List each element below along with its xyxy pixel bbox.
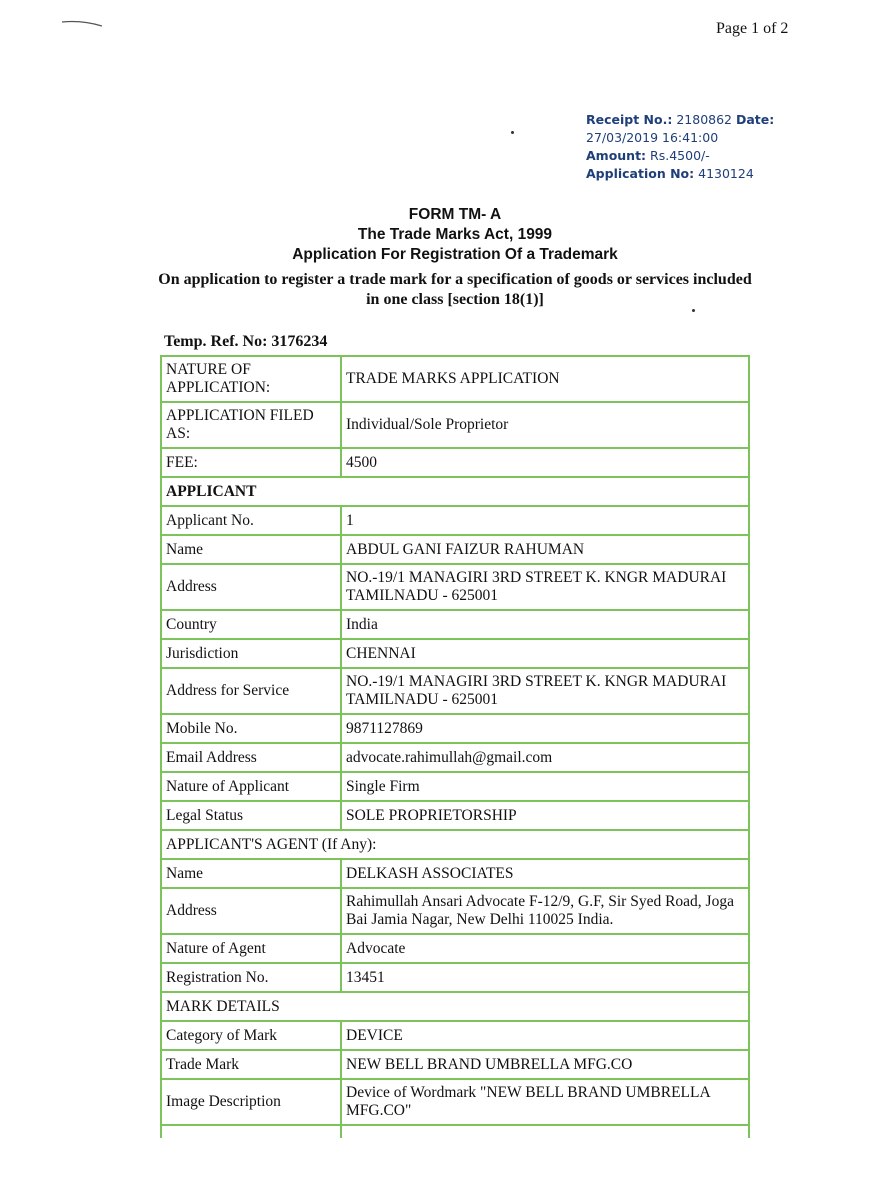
field-value: NEW BELL BRAND UMBRELLA MFG.CO	[342, 1051, 748, 1080]
table-row	[162, 640, 748, 669]
page-number: Page 1 of 2	[716, 20, 789, 37]
table-row	[162, 860, 748, 889]
field-label: Nature of Agent	[162, 935, 342, 964]
date-label: Date:	[736, 112, 775, 127]
field-label: Email Address	[162, 744, 342, 773]
table-row	[162, 565, 748, 611]
table-row-continued	[162, 1126, 748, 1138]
field-label: Image Description	[162, 1080, 342, 1126]
field-value: 4500	[342, 449, 748, 478]
field-value: Device of Wordmark "NEW BELL BRAND UMBRELLA MFG.CO"	[342, 1080, 748, 1126]
field-label: Address	[162, 889, 342, 935]
scan-speck	[511, 131, 514, 134]
table-row	[162, 1080, 748, 1126]
field-label: Country	[162, 611, 342, 640]
application-table	[160, 355, 750, 1138]
table-row	[162, 993, 748, 1022]
field-value: 13451	[342, 964, 748, 993]
empty-cell	[342, 1126, 748, 1138]
field-label: Trade Mark	[162, 1051, 342, 1080]
field-value: NO.-19/1 MANAGIRI 3RD STREET K. KNGR MADURAI TAMILNADU - 625001	[342, 565, 748, 611]
field-value: TRADE MARKS APPLICATION	[342, 357, 748, 403]
scan-pen-mark	[62, 18, 102, 28]
table-row	[162, 744, 748, 773]
field-value: Individual/Sole Proprietor	[342, 403, 748, 449]
field-label: APPLICATION FILED AS:	[162, 403, 342, 449]
table-row	[162, 964, 748, 993]
receipt-info	[586, 111, 786, 183]
field-label: Jurisdiction	[162, 640, 342, 669]
field-value: Rahimullah Ansari Advocate F-12/9, G.F, Sir Syed Road, Joga Bai Jamia Nagar, New Delhi 110025 India.	[342, 889, 748, 935]
field-label: FEE:	[162, 449, 342, 478]
table-row	[162, 715, 748, 744]
field-value: SOLE PROPRIETORSHIP	[342, 802, 748, 831]
application-no: 4130124	[698, 166, 754, 181]
form-title-block	[0, 205, 873, 265]
field-label: Name	[162, 860, 342, 889]
table-row	[162, 403, 748, 449]
field-value: advocate.rahimullah@gmail.com	[342, 744, 748, 773]
table-row	[162, 935, 748, 964]
field-value: ABDUL GANI FAIZUR RAHUMAN	[342, 536, 748, 565]
table-row	[162, 507, 748, 536]
table-row	[162, 449, 748, 478]
field-label: Registration No.	[162, 964, 342, 993]
table-row	[162, 831, 748, 860]
table-row	[162, 478, 748, 507]
form-act: The Trade Marks Act, 1999	[357, 226, 553, 243]
table-row	[162, 611, 748, 640]
section-header: APPLICANT'S AGENT (If Any):	[162, 831, 748, 860]
field-label: Mobile No.	[162, 715, 342, 744]
field-label: Name	[162, 536, 342, 565]
field-value: NO.-19/1 MANAGIRI 3RD STREET K. KNGR MADURAI TAMILNADU - 625001	[342, 669, 748, 715]
form-name: FORM TM- A	[408, 206, 502, 223]
field-value: India	[342, 611, 748, 640]
receipt-no-label: Receipt No.:	[586, 112, 673, 127]
field-label: Applicant No.	[162, 507, 342, 536]
amount: Rs.4500/-	[650, 148, 710, 163]
table-row	[162, 669, 748, 715]
table-row	[162, 1051, 748, 1080]
field-label: Legal Status	[162, 802, 342, 831]
field-label: Category of Mark	[162, 1022, 342, 1051]
field-value: 9871127869	[342, 715, 748, 744]
empty-cell	[162, 1126, 342, 1138]
field-value: DELKASH ASSOCIATES	[342, 860, 748, 889]
application-no-label: Application No:	[586, 166, 695, 181]
form-subtitle: On application to register a trade mark for a specification of goods or services included in one class [section 18(1)]	[158, 271, 752, 308]
field-value: 1	[342, 507, 748, 536]
field-label: NATURE OF APPLICATION:	[162, 357, 342, 403]
table-row	[162, 802, 748, 831]
field-label: Nature of Applicant	[162, 773, 342, 802]
table-row	[162, 1022, 748, 1051]
table-row	[162, 889, 748, 935]
field-label: Address for Service	[162, 669, 342, 715]
section-header: MARK DETAILS	[162, 993, 748, 1022]
section-header: APPLICANT	[162, 478, 748, 507]
table-row	[162, 357, 748, 403]
form-heading: Application For Registration Of a Trademark	[292, 246, 618, 263]
field-value: DEVICE	[342, 1022, 748, 1051]
amount-label: Amount:	[586, 148, 647, 163]
receipt-no: 2180862	[676, 112, 733, 127]
table-row	[162, 773, 748, 802]
table-row	[162, 536, 748, 565]
field-value: Single Firm	[342, 773, 748, 802]
field-value: CHENNAI	[342, 640, 748, 669]
field-label: Address	[162, 565, 342, 611]
receipt-date: 27/03/2019 16:41:00	[586, 130, 719, 145]
temp-ref-number: Temp. Ref. No: 3176234	[164, 333, 328, 350]
field-value: Advocate	[342, 935, 748, 964]
